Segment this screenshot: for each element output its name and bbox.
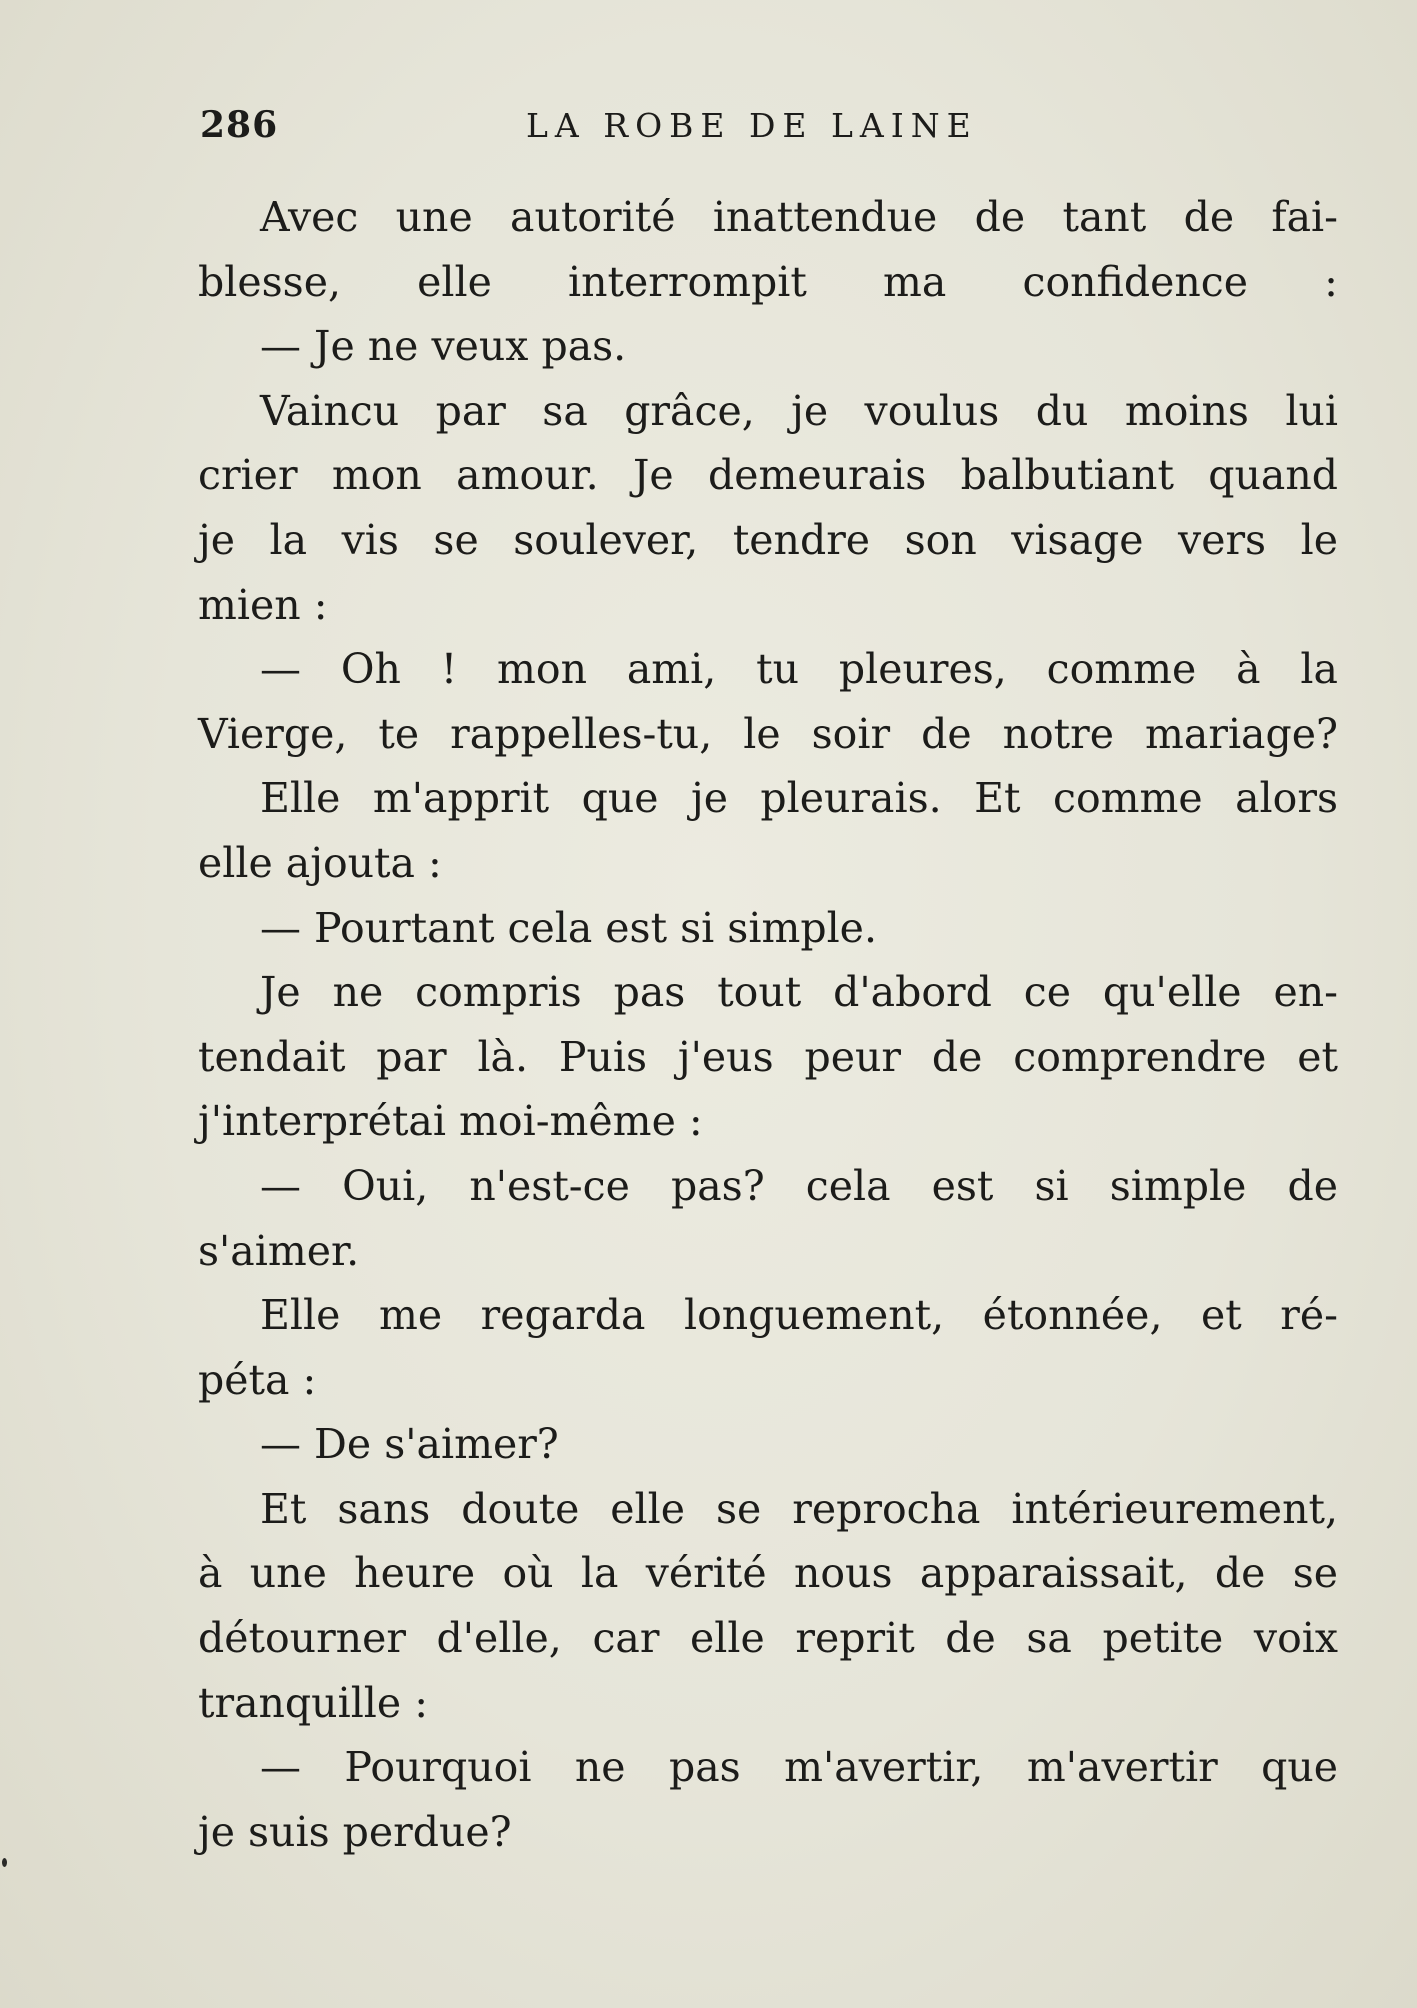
running-title: LA ROBE DE LAINE xyxy=(526,106,978,145)
text-line: blesse, elle interrompit ma confidence : xyxy=(198,257,1338,306)
running-head xyxy=(200,104,1340,160)
text-line: Elle me regarda longuement, étonnée, et ré- xyxy=(260,1291,1338,1340)
text-line: à une heure où la vérité nous apparaissait, de se xyxy=(198,1549,1338,1598)
text-line: tranquille : xyxy=(198,1678,429,1727)
text-line: — Pourtant cela est si simple. xyxy=(260,903,877,952)
text-line: Vaincu par sa grâce, je voulus du moins lui xyxy=(260,386,1338,435)
text-line: Vierge, te rappelles-tu, le soir de notre mariage? xyxy=(198,709,1338,758)
text-line: péta : xyxy=(198,1355,317,1404)
margin-speck xyxy=(2,1858,7,1867)
text-line: j'interprétai moi-même : xyxy=(198,1097,703,1146)
text-line: je la vis se soulever, tendre son visage vers le xyxy=(198,515,1338,564)
text-line: — Pourquoi ne pas m'avertir, m'avertir que xyxy=(260,1743,1338,1792)
text-line: Elle m'apprit que je pleurais. Et comme alors xyxy=(260,774,1338,823)
text-line: détourner d'elle, car elle reprit de sa petite voix xyxy=(198,1614,1338,1663)
text-line: mien : xyxy=(198,580,328,629)
body-text xyxy=(198,185,1338,1864)
text-line: s'aimer. xyxy=(198,1226,360,1275)
text-line: crier mon amour. Je demeurais balbutiant quand xyxy=(198,451,1338,500)
text-line: — Oh ! mon ami, tu pleures, comme à la xyxy=(260,645,1338,694)
text-line: tendait par là. Puis j'eus peur de comprendre et xyxy=(198,1032,1338,1081)
text-line: Je ne compris pas tout d'abord ce qu'elle en- xyxy=(260,968,1338,1017)
text-line: elle ajouta : xyxy=(198,838,442,887)
text-line: Et sans doute elle se reprocha intérieurement, xyxy=(260,1484,1338,1533)
page-number: 286 xyxy=(200,104,279,146)
text-line: — Oui, n'est-ce pas? cela est si simple de xyxy=(260,1161,1338,1210)
text-line: je suis perdue? xyxy=(198,1807,512,1856)
text-line: — Je ne veux pas. xyxy=(260,322,627,371)
text-line: Avec une autorité inattendue de tant de fai- xyxy=(260,193,1338,241)
text-line: — De s'aimer? xyxy=(260,1420,559,1469)
